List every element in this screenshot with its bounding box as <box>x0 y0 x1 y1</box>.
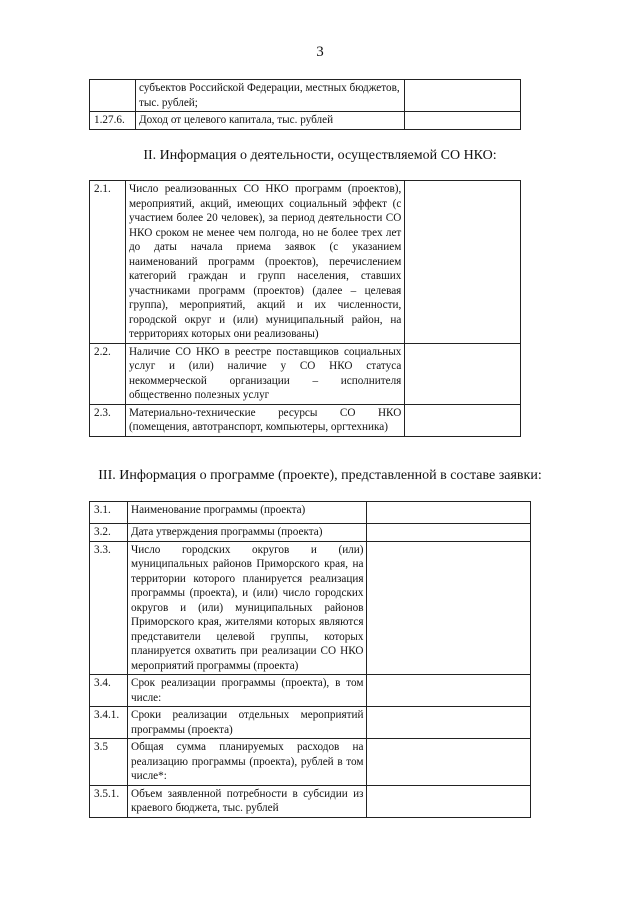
row-number: 3.4. <box>90 675 128 707</box>
row-number: 2.3. <box>90 404 126 436</box>
row-number: 3.1. <box>90 502 128 524</box>
row-text: субъектов Российской Федерации, местных бюджетов, тыс. рублей; <box>135 80 404 112</box>
section-3-heading: III. Информация о программе (проекте), представленной в составе заявки: <box>98 468 542 483</box>
value-cell[interactable] <box>367 785 531 817</box>
row-text: Число городских округов и (или) муниципальных районов Приморского края, на территории которого планируется реализация программы (проекта), и (или) число городских округов и (или) муниципальных районов Приморского края, жителями которых являются представители целевой группы, которых планируется охватить при реализации СО НКО мероприятий программы (проекта) <box>127 541 367 675</box>
page-number: 3 <box>316 44 324 60</box>
table-row <box>90 739 531 786</box>
value-cell[interactable] <box>367 739 531 786</box>
value-cell[interactable] <box>367 707 531 739</box>
row-number: 2.2. <box>90 343 126 404</box>
row-text: Общая сумма планируемых расходов на реализацию программы (проекта), рублей в том числе*: <box>127 739 367 786</box>
table-row <box>90 181 521 344</box>
row-text: Материально-технические ресурсы СО НКО (помещения, автотранспорт, компьютеры, оргтехника) <box>125 404 404 436</box>
section-2-heading: II. Информация о деятельности, осуществляемой СО НКО: <box>143 148 497 163</box>
table-row <box>90 343 521 404</box>
value-cell[interactable] <box>367 524 531 542</box>
row-text: Дата утверждения программы (проекта) <box>127 524 367 542</box>
table-row <box>90 785 531 817</box>
row-text: Объем заявленной потребности в субсидии из краевого бюджета, тыс. рублей <box>127 785 367 817</box>
table-row <box>90 502 531 524</box>
value-cell[interactable] <box>367 675 531 707</box>
row-number: 3.5 <box>90 739 128 786</box>
row-text: Число реализованных СО НКО программ (проектов), мероприятий, акций, имеющих социальный эффект (с участием более 20 человек), за период деятельности СО НКО сроком не менее чем полгода, но не более трех лет до даты начала приема заявок (с указанием наименований программ (проектов), перечислением категорий граждан и групп населения, ставших участниками программ (проектов) (далее – целевая группа), мероприятий, акций и их численности, городской округ и (или) муниципальный район, на территориях которых они реализованы) <box>125 181 404 344</box>
row-number: 3.5.1. <box>90 785 128 817</box>
table-row <box>90 112 521 130</box>
table-row <box>90 80 521 112</box>
table-row <box>90 404 521 436</box>
row-text: Сроки реализации отдельных мероприятий программы (проекта) <box>127 707 367 739</box>
row-number <box>90 80 136 112</box>
value-cell[interactable] <box>405 181 521 344</box>
value-cell[interactable] <box>405 112 521 130</box>
program-table <box>89 501 531 818</box>
row-number: 1.27.6. <box>90 112 136 130</box>
row-text: Доход от целевого капитала, тыс. рублей <box>135 112 404 130</box>
value-cell[interactable] <box>367 541 531 675</box>
value-cell[interactable] <box>367 502 531 524</box>
row-number: 3.4.1. <box>90 707 128 739</box>
row-number: 3.2. <box>90 524 128 542</box>
value-cell[interactable] <box>405 343 521 404</box>
value-cell[interactable] <box>405 404 521 436</box>
table-row <box>90 541 531 675</box>
row-number: 2.1. <box>90 181 126 344</box>
table-row <box>90 675 531 707</box>
activity-table <box>89 180 521 437</box>
row-number: 3.3. <box>90 541 128 675</box>
row-text: Наименование программы (проекта) <box>127 502 367 524</box>
row-text: Наличие СО НКО в реестре поставщиков социальных услуг и (или) наличие у СО НКО статуса некоммерческой организации – исполнителя общественно полезных услуг <box>125 343 404 404</box>
table-row <box>90 524 531 542</box>
income-table <box>89 79 521 130</box>
row-text: Срок реализации программы (проекта), в том числе: <box>127 675 367 707</box>
value-cell[interactable] <box>405 80 521 112</box>
table-row <box>90 707 531 739</box>
